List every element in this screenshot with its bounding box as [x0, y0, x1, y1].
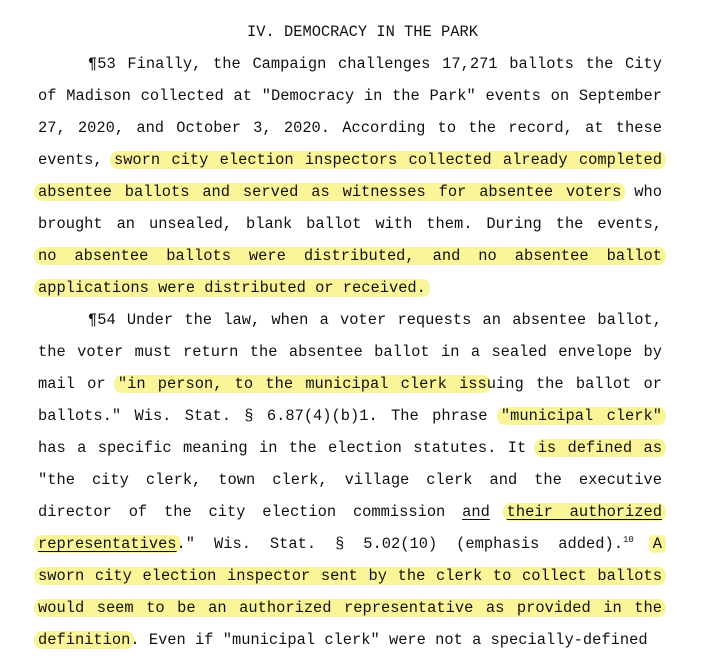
text-run: who: [621, 183, 662, 201]
highlighted-text: no absentee ballots were distributed, and no absentee ballot: [38, 247, 662, 265]
highlighted-text: is defined as: [537, 439, 662, 457]
text-line: [38, 373, 662, 395]
text-run: [634, 535, 653, 553]
text-run: uing the ballot or: [486, 375, 662, 393]
text-run: and: [462, 503, 490, 521]
text-run: 27, 2020, and October 3, 2020. According to the record, at these: [38, 119, 662, 137]
highlighted-text: "municipal clerk": [500, 407, 662, 425]
text-run: director of the city election commission: [38, 503, 463, 521]
highlighted-text: applications were distributed or received.: [38, 279, 426, 297]
text-run: mail or: [38, 375, 118, 393]
highlighted-text: A: [652, 535, 662, 553]
section-heading: IV. DEMOCRACY IN THE PARK: [247, 23, 478, 41]
text-line: [38, 213, 662, 235]
text-run: ¶54 Under the law, when a voter requests an absentee ballot,: [88, 311, 662, 329]
text-run: events,: [38, 151, 114, 169]
text-line: [38, 437, 662, 459]
text-run: [490, 503, 507, 521]
text-run: ." Wis. Stat. § 5.02(10) (emphasis added).: [176, 535, 623, 553]
highlighted-text: their authorized: [506, 503, 662, 521]
text-run: of Madison collected at "Democracy in the Park" events on September: [38, 87, 662, 105]
highlighted-text: would seem to be an authorized representative as provided in the: [38, 599, 662, 617]
highlighted-text: absentee ballots and served as witnesses for absentee voters: [38, 183, 622, 201]
text-run: the voter must return the absentee ballot in a sealed envelope by: [38, 343, 662, 361]
text-line: [88, 309, 662, 331]
highlighted-text: definition: [38, 631, 131, 649]
text-line: [38, 341, 662, 363]
text-line: [38, 629, 662, 651]
text-line: [38, 149, 662, 171]
highlighted-text: sworn city election inspector sent by the clerk to collect ballots: [38, 567, 662, 585]
text-line: [38, 597, 662, 619]
highlighted-text: representatives: [38, 535, 177, 553]
text-run: ¶53 Finally, the Campaign challenges 17,271 ballots the City: [88, 55, 662, 73]
text-run: . Even if "municipal clerk" were not a specially-defined: [130, 631, 648, 649]
text-run: "the city clerk, town clerk, village clerk and the executive: [38, 471, 662, 489]
highlighted-text: sworn city election inspectors collected already completed: [113, 151, 662, 169]
text-line: [38, 405, 662, 427]
footnote-marker: 10: [622, 535, 634, 545]
text-line: [38, 85, 662, 107]
highlighted-text: "in person, to the municipal clerk iss: [117, 375, 487, 393]
text-line: [38, 565, 662, 587]
text-run: has a specific meaning in the election statutes. It: [38, 439, 538, 457]
text-line: [38, 245, 662, 267]
text-line: [38, 181, 662, 203]
text-run: ballots." Wis. Stat. § 6.87(4)(b)1. The phrase: [38, 407, 501, 425]
text-run: brought an unsealed, blank ballot with them. During the events,: [38, 215, 662, 233]
text-line: [38, 501, 662, 523]
text-line: [38, 277, 662, 299]
text-line: [38, 469, 662, 491]
text-line: [38, 117, 662, 139]
text-line: [88, 53, 662, 75]
text-line: [38, 533, 662, 555]
